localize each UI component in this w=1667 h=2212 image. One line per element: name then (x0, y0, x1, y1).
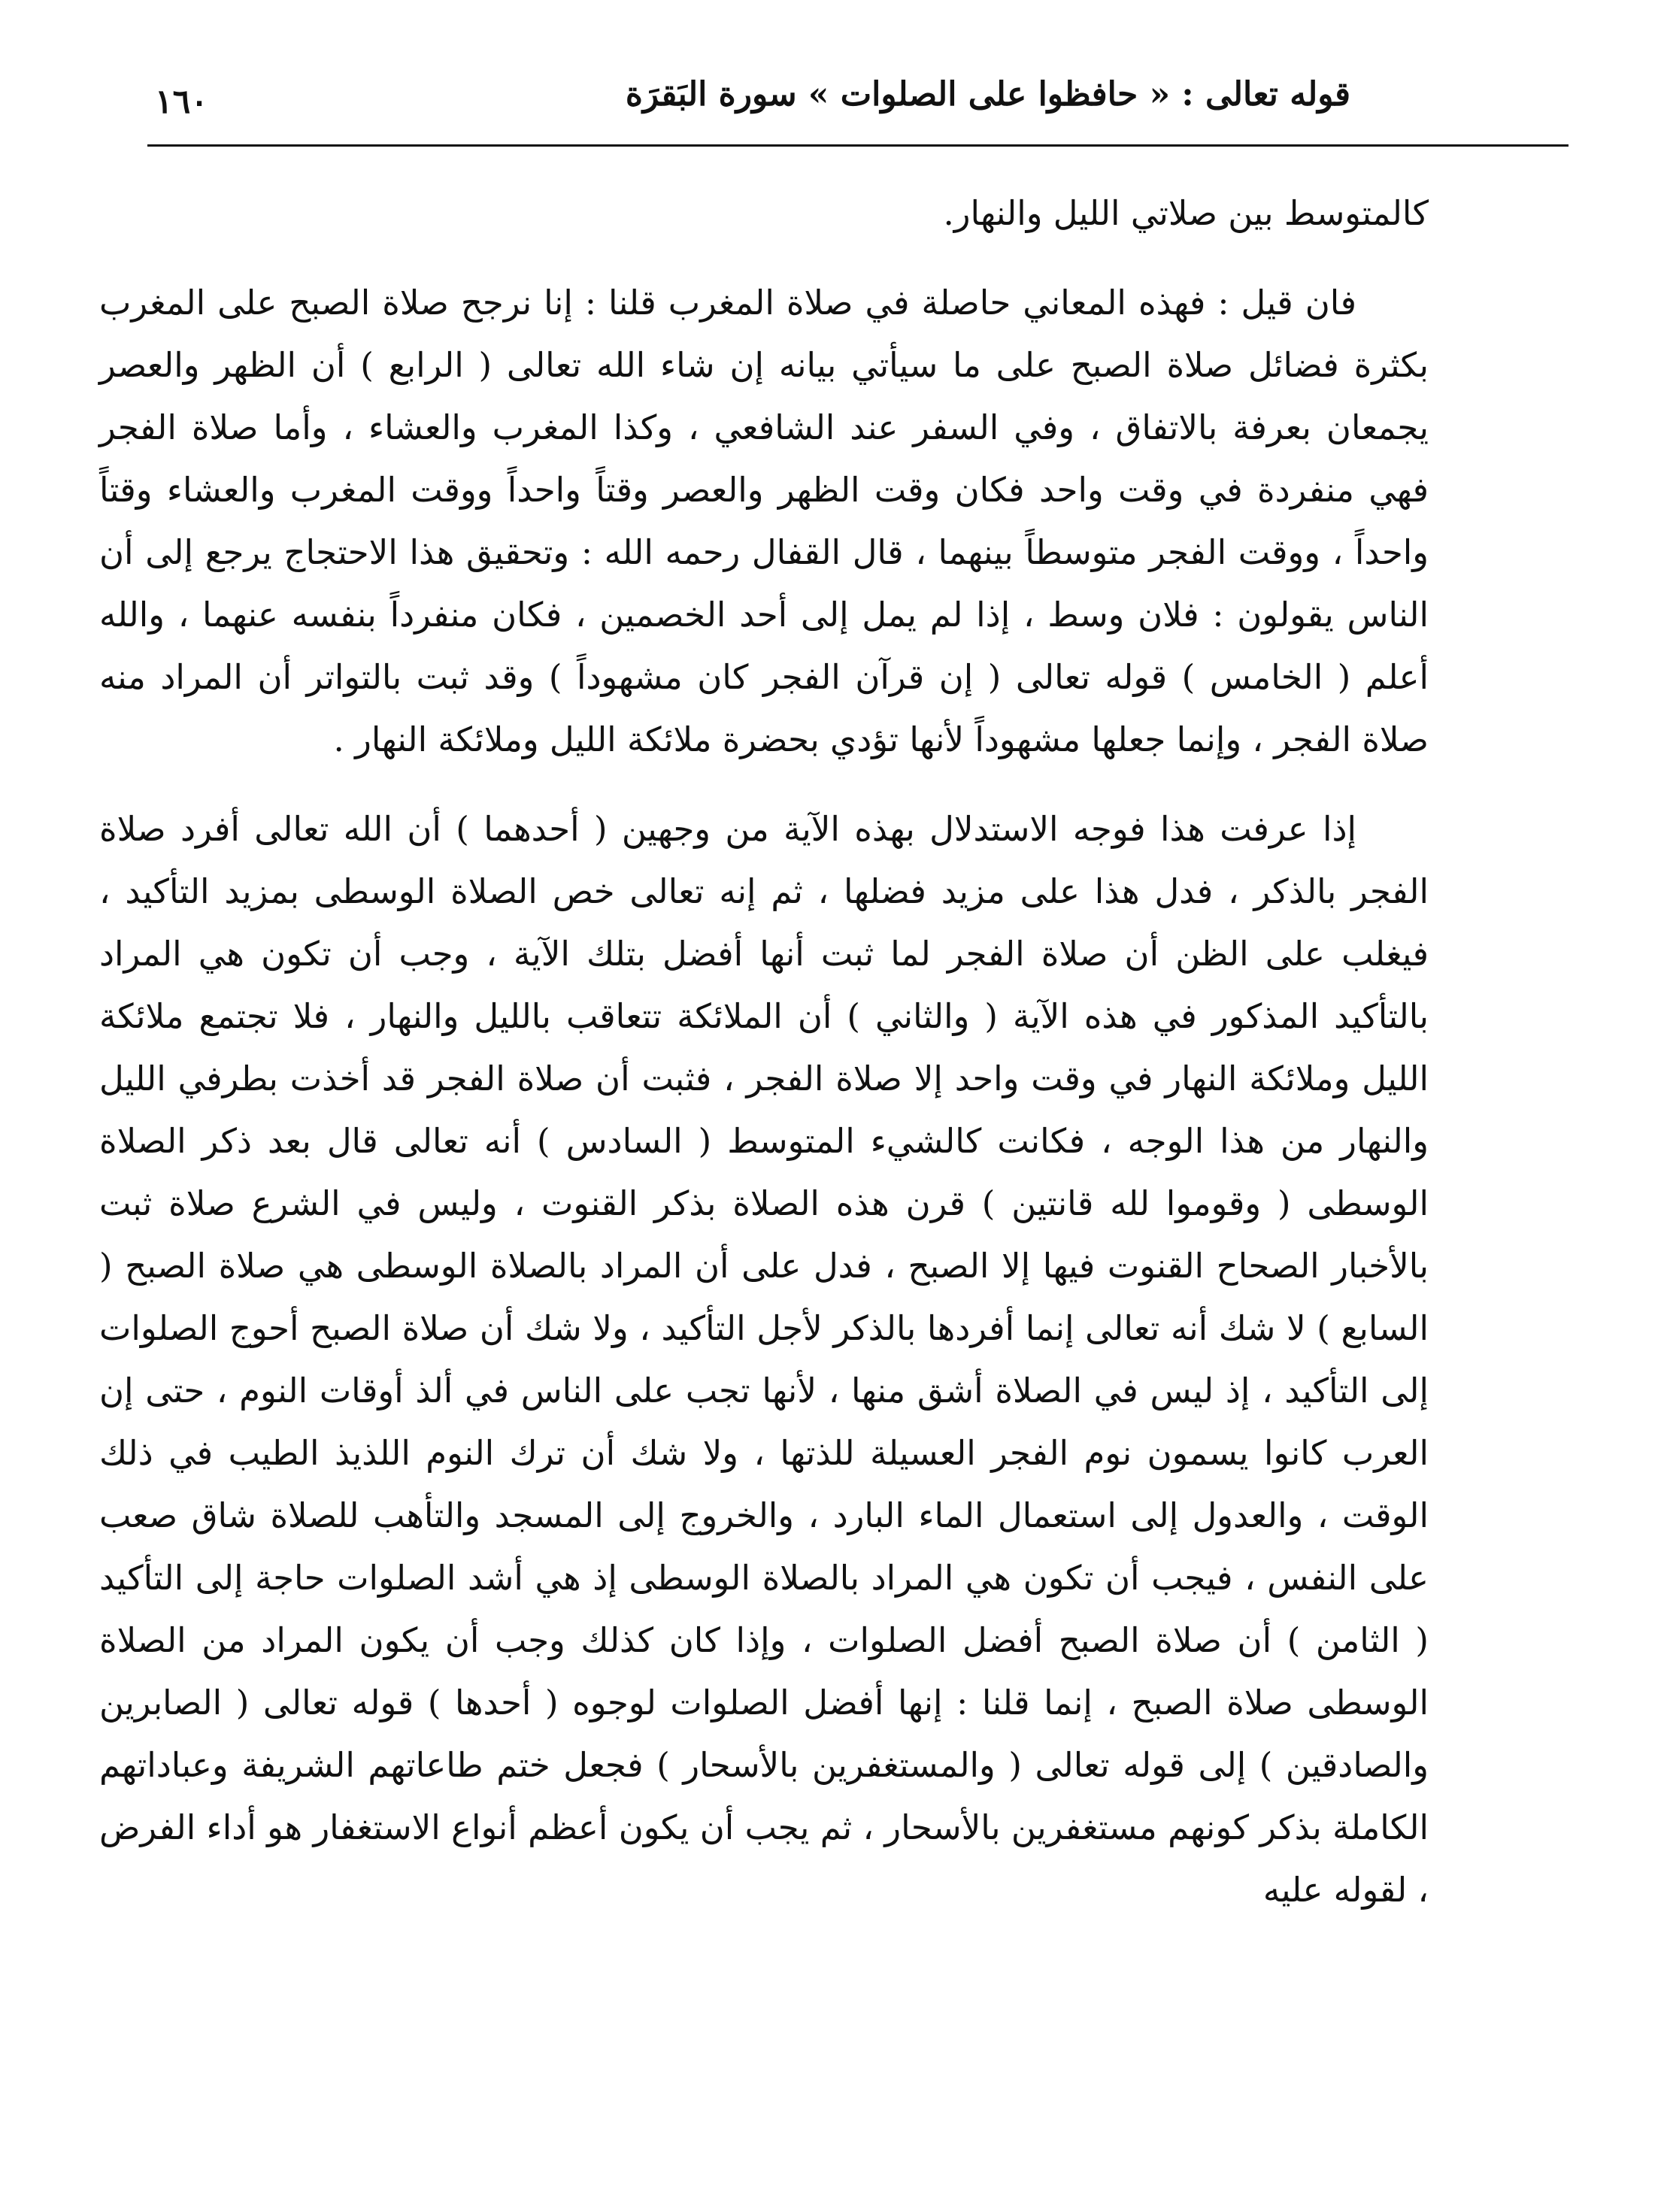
page-body (99, 182, 1429, 1921)
paragraph-argument: إذا عرفت هذا فوجه الاستدلال بهذه الآية من وجهين ( أحدهما ) أن الله تعالى أفرد صلاة الفجر بالذكر ، فدل هذا على مزيد فضلها ، ثم إنه تعالى خص الصلاة الوسطى بمزيد التأكيد ، فيغلب على الظن أن صلاة الفجر لما ثبت أنها أفضل بتلك الآية ، وجب أن تكون هي المراد بالتأكيد المذكور في هذه الآية ( والثاني ) أن الملائكة تتعاقب بالليل والنهار ، فلا تجتمع ملائكة الليل وملائكة النهار في وقت واحد إلا صلاة الفجر ، فثبت أن صلاة الفجر قد أخذت بطرفي الليل والنهار من هذا الوجه ، فكانت كالشيء المتوسط ( السادس ) أنه تعالى قال بعد ذكر الصلاة الوسطى ( وقوموا لله قانتين ) قرن هذه الصلاة بذكر القنوت ، وليس في الشرع صلاة ثبت بالأخبار الصحاح القنوت فيها إلا الصبح ، فدل على أن المراد بالصلاة الوسطى هي صلاة الصبح ( السابع ) لا شك أنه تعالى إنما أفردها بالذكر لأجل التأكيد ، ولا شك أن صلاة الصبح أحوج الصلوات إلى التأكيد ، إذ ليس في الصلاة أشق منها ، لأنها تجب على الناس في ألذ أوقات النوم ، حتى إن العرب كانوا يسمون نوم الفجر العسيلة للذتها ، ولا شك أن ترك النوم اللذيذ الطيب في ذلك الوقت ، والعدول إلى استعمال الماء البارد ، والخروج إلى المسجد والتأهب للصلاة شاق صعب على النفس ، فيجب أن تكون هي المراد بالصلاة الوسطى إذ هي أشد الصلوات حاجة إلى التأكيد ( الثامن ) أن صلاة الصبح أفضل الصلوات ، وإذا كان كذلك وجب أن يكون المراد من الصلاة الوسطى صلاة الصبح ، إنما قلنا : إنها أفضل الصلوات لوجوه ( أحدها ) قوله تعالى ( الصابرين والصادقين ) إلى قوله تعالى ( والمستغفرين بالأسحار ) فجعل ختم طاعاتهم الشريفة وعباداتهم الكاملة بذكر كونهم مستغفرين بالأسحار ، ثم يجب أن يكون أعظم أنواع الاستغفار هو أداء الفرض ، لقوله عليه (99, 809, 1429, 1910)
page-header (147, 72, 1568, 147)
paragraph-continuation: كالمتوسط بين صلاتي الليل والنهار. (943, 193, 1429, 233)
paragraph-objection: فان قيل : فهذه المعاني حاصلة في صلاة المغرب قلنا : إنا نرجح صلاة الصبح على المغرب بكثرة فضائل صلاة الصبح على ما سيأتي بيانه إن شاء الله تعالى ( الرابع ) أن الظهر والعصر يجمعان بعرفة بالاتفاق ، وفي السفر عند الشافعي ، وكذا المغرب والعشاء ، وأما صلاة الفجر فهي منفردة في وقت واحد فكان وقت الظهر والعصر وقتاً واحداً ووقت المغرب والعشاء وقتاً واحداً ، ووقت الفجر متوسطاً بينهما ، قال القفال رحمه الله : وتحقيق هذا الاحتجاج يرجع إلى أن الناس يقولون : فلان وسط ، إذا لم يمل إلى أحد الخصمين ، فكان منفرداً بنفسه عنهما ، والله أعلم ( الخامس ) قوله تعالى ( إن قرآن الفجر كان مشهوداً ) وقد ثبت بالتواتر أن المراد منه صلاة الفجر ، وإنما جعلها مشهوداً لأنها تؤدي بحضرة ملائكة الليل وملائكة النهار . (99, 283, 1429, 759)
running-title: قوله تعالى : « حافظوا على الصلوات » سورة البَقرَة (625, 75, 1350, 114)
page-number: ١٦٠ (155, 83, 208, 121)
